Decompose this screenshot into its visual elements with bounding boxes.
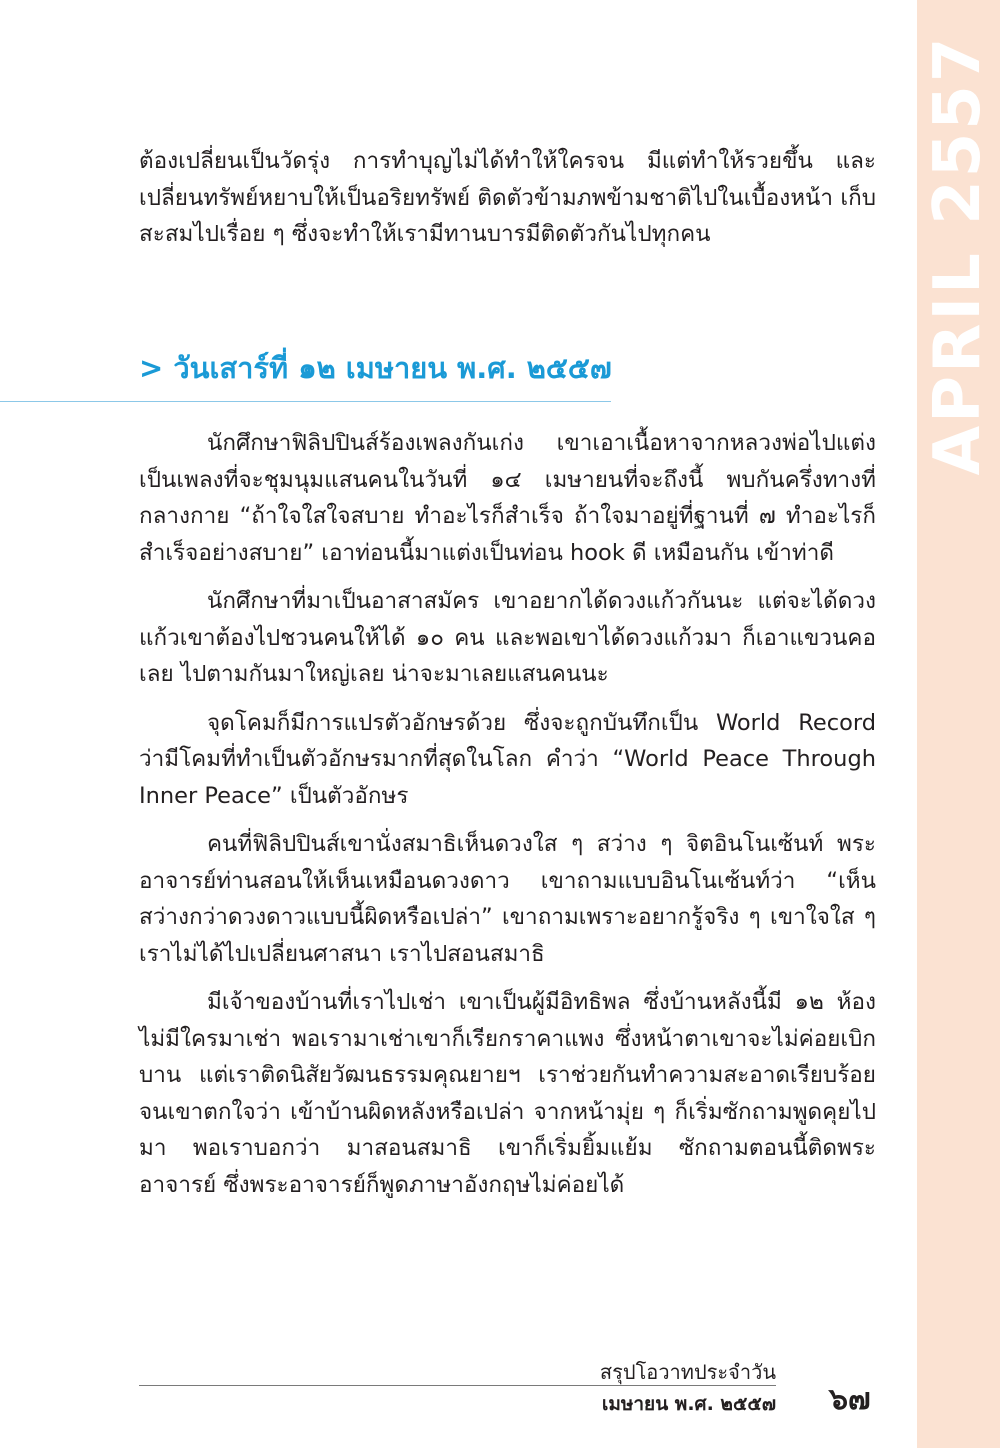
intro-paragraph: ต้องเปลี่ยนเป็นวัดรุ่ง การทำบุญไม่ได้ทำให้ใครจน มีแต่ทำให้รวยขึ้น และเปลี่ยนทรัพย์หยาบให้เป็นอริยทรัพย์ ติดตัวข้ามภพข้ามชาติไปในเบื้องหน้า เก็บสะสมไปเรื่อย ๆ ซึ่งจะทำให้เรามีทานบารมีติดตัวกันไปทุกคน — [139, 148, 876, 247]
section-heading: > วันเสาร์ที่ ๑๒ เมษายน พ.ศ. ๒๕๕๗ — [139, 351, 612, 385]
month-year-label: APRIL 2557 — [921, 34, 995, 476]
body-paragraph-5: มีเจ้าของบ้านที่เราไปเช่า เขาเป็นผู้มีอิทธิพล ซึ่งบ้านหลังนี้มี ๑๒ ห้อง ไม่มีใครมาเช่า พอเรามาเช่าเขาก็เรียกราคาแพง ซึ่งหน้าตาเขาจะไม่ค่อยเบิกบาน แต่เราติดนิสัยวัฒนธรรมคุณยายฯ เราช่วยกันทำความสะอาดเรียบร้อย จนเขาตกใจว่า เข้าบ้านผิดหลังหรือเปล่า จากหน้ามุ่ย ๆ ก็เริ่มซักถามพูดคุยไปมา พอเราบอกว่า มาสอนสมาธิ เขาก็เริ่มยิ้มแย้ม ซักถามตอนนี้ติดพระอาจารย์ ซึ่งพระอาจารย์ก็พูดภาษาอังกฤษไม่ค่อยได้ — [139, 989, 876, 1198]
body-paragraph-1: นักศึกษาฟิลิปปินส์ร้องเพลงกันเก่ง เขาเอาเนื้อหาจากหลวงพ่อไปแต่งเป็นเพลงที่จะชุมนุมแสนคนในวันที่ ๑๔ เมษายนที่จะถึงนี้ พบกันครึ่งทางที่กลางกาย “ถ้าใจใสใจสบาย ทำอะไรก็สำเร็จ ถ้าใจมาอยู่ที่ฐานที่ ๗ ทำอะไรก็สำเร็จอย่างสบาย” เอาท่อนนี้มาแต่งเป็นท่อน hook ดี เหมือนกัน เข้าท่าดี — [139, 430, 876, 566]
body-paragraph-2: นักศึกษาที่มาเป็นอาสาสมัคร เขาอยากได้ดวงแก้วกันนะ แต่จะได้ดวงแก้วเขาต้องไปชวนคนให้ได้ ๑๐ คน และพอเขาได้ดวงแก้วมา ก็เอาแขวนคอเลย ไปตามกันมาใหญ่เลย น่าจะมาเลยแสนคนนะ — [139, 588, 876, 687]
body-paragraph-4: คนที่ฟิลิปปินส์เขานั่งสมาธิเห็นดวงใส ๆ สว่าง ๆ จิตอินโนเซ้นท์ พระอาจารย์ท่านสอนให้เห็นเหมือนดวงดาว เขาถามแบบอินโนเซ้นท์ว่า “เห็นสว่างกว่าดวงดาวแบบนี้ผิดหรือเปล่า” เขาถามเพราะอยากรู้จริง ๆ เขาใจใส ๆ เราไม่ได้ไปเปลี่ยนศาสนา เราไปสอนสมาธิ — [139, 831, 876, 967]
footer-title: สรุปโอวาทประจำวัน — [599, 1360, 776, 1384]
heading-divider — [0, 401, 611, 402]
body-paragraph-3: จุดโคมก็มีการแปรตัวอักษรด้วย ซึ่งจะถูกบันทึกเป็น World Record ว่ามีโคมที่ทำเป็นตัวอักษรมากที่สุดในโลก คำว่า “World Peace Through Inner Peace” เป็นตัวอักษร — [139, 709, 876, 809]
footer-subtitle: เมษายน พ.ศ. ๒๕๕๗ — [601, 1393, 776, 1415]
article-body — [139, 425, 876, 1203]
page-number: ๖๗ — [829, 1382, 871, 1417]
footer-divider — [139, 1385, 776, 1386]
